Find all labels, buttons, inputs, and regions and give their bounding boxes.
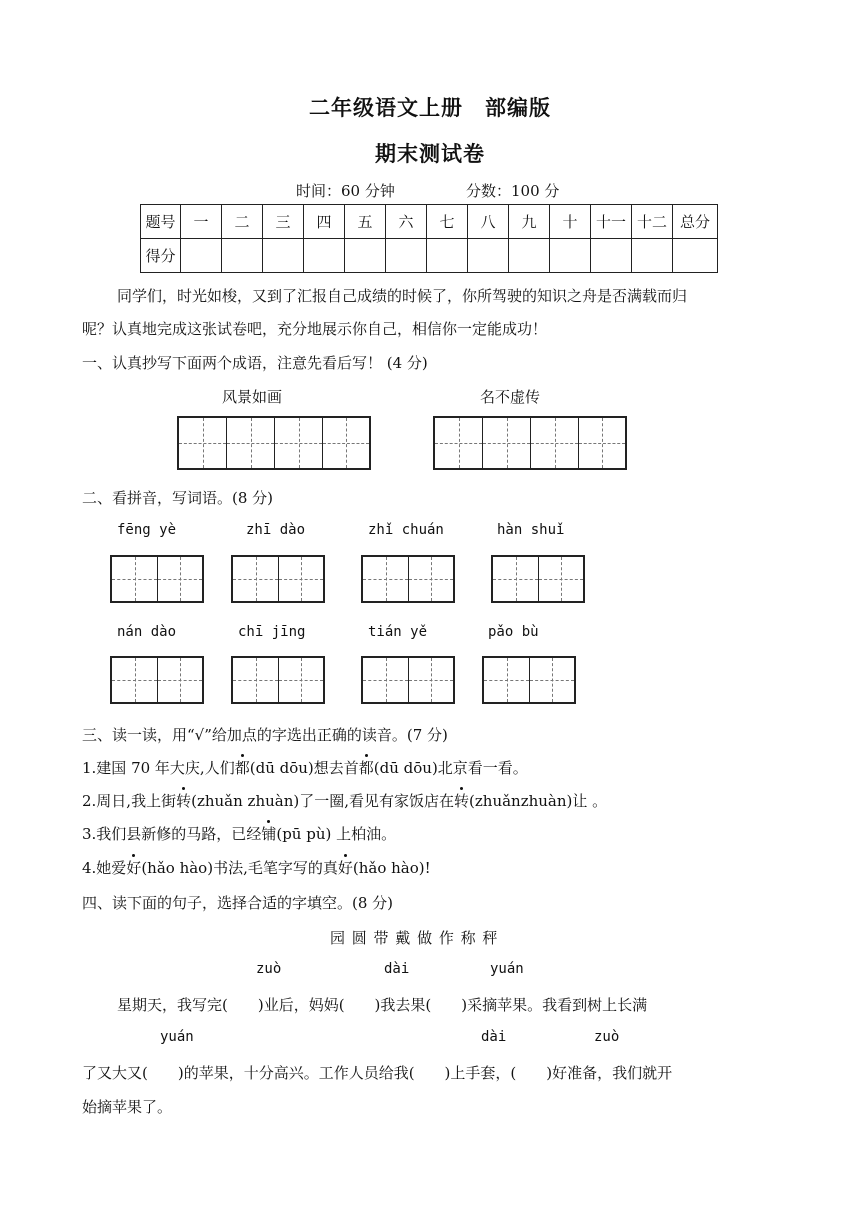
total-score: 分数：100 分 [466, 182, 560, 200]
pinyin-label: tián yě [368, 624, 428, 640]
word-writing-grid[interactable] [231, 555, 325, 603]
dotted-char: 都 [234, 759, 250, 777]
dotted-char: 好 [126, 859, 142, 877]
score-entry-cell[interactable] [222, 239, 263, 273]
word-writing-grid[interactable] [361, 555, 455, 603]
item-text: (zhuǎnzhuàn)让 。 [469, 792, 608, 810]
pinyin-hint: dài [384, 961, 410, 977]
table-cell: 十一 [591, 205, 632, 239]
item-text: (zhuǎn zhuàn)了一圈,看见有家饭店在 [191, 792, 455, 810]
dotted-char: 转 [454, 792, 470, 810]
item-text: (hǎo hào)书法,毛笔字写的真 [141, 859, 338, 877]
score-entry-cell[interactable] [632, 239, 673, 273]
idiom-2-writing-grid[interactable] [433, 416, 627, 470]
pinyin-label: hàn shuǐ [497, 522, 565, 538]
idiom-1: 风景如画 [222, 388, 283, 406]
score-entry-cell[interactable] [181, 239, 222, 273]
item-text: 1.建国 70 年大庆,人们 [82, 759, 235, 777]
table-cell: 三 [263, 205, 304, 239]
table-cell: 题号 [141, 205, 181, 239]
word-writing-grid[interactable] [110, 555, 204, 603]
question-3-item-3 [82, 823, 396, 844]
table-cell: 一 [181, 205, 222, 239]
score-entry-cell[interactable] [591, 239, 632, 273]
pinyin-hint: dài [481, 1029, 507, 1045]
score-entry-cell[interactable] [263, 239, 304, 273]
dotted-char: 都 [358, 759, 374, 777]
pinyin-label: chī jīng [238, 624, 306, 640]
dotted-char: 铺 [261, 825, 277, 843]
question-1-heading: 一、认真抄写下面两个成语，注意先看后写！ (4 分) [82, 354, 428, 372]
pinyin-label: nán dào [117, 624, 177, 640]
item-text: (hǎo hào)! [352, 859, 431, 877]
item-text: (pū pù) 上柏油。 [276, 825, 397, 843]
table-cell: 六 [386, 205, 427, 239]
time-limit: 时间：60 分钟 [296, 182, 395, 200]
table-cell: 总分 [673, 205, 718, 239]
paper-subtitle: 期末测试卷 [375, 142, 485, 166]
dotted-char: 转 [176, 792, 192, 810]
dotted-char: 好 [337, 859, 353, 877]
intro-line-2: 呢？认真地完成这张试卷吧，充分地展示你自己，相信你一定能成功！ [82, 320, 548, 338]
table-cell: 得分 [141, 239, 181, 273]
score-table-header-row [141, 205, 718, 239]
item-text: 2.周日,我上街 [82, 792, 177, 810]
question-2-heading: 二、看拼音，写词语。(8 分) [82, 489, 274, 507]
idiom-2: 名不虚传 [480, 388, 541, 406]
score-entry-cell[interactable] [468, 239, 509, 273]
table-cell: 十 [550, 205, 591, 239]
pinyin-label: fēng yè [117, 522, 177, 538]
score-entry-cell[interactable] [345, 239, 386, 273]
character-choices: 园 圆 带 戴 做 作 称 秤 [330, 929, 499, 947]
pinyin-label: zhī dào [246, 522, 306, 538]
item-text: 4.她爱 [82, 859, 127, 877]
word-writing-grid[interactable] [110, 656, 204, 704]
item-text: (dū dōu)北京看一看。 [373, 759, 528, 777]
question-4-heading: 四、读下面的句子，选择合适的字填空。(8 分) [82, 894, 394, 912]
idiom-1-writing-grid[interactable] [177, 416, 371, 470]
table-cell: 五 [345, 205, 386, 239]
word-writing-grid[interactable] [491, 555, 585, 603]
score-entry-cell[interactable] [673, 239, 718, 273]
score-entry-cell[interactable] [304, 239, 345, 273]
score-table-score-row [141, 239, 718, 273]
pinyin-label: pǎo bù [488, 624, 539, 640]
word-writing-grid[interactable] [482, 656, 576, 704]
intro-line-1: 同学们，时光如梭，又到了汇报自己成绩的时候了，你所驾驶的知识之舟是否满载而归 [117, 287, 688, 305]
fill-in-line-2: 了又大又( )的苹果，十分高兴。工作人员给我( )上手套，( )好准备，我们就开 [82, 1064, 673, 1082]
fill-in-line-1: 星期天，我写完( )业后，妈妈( )我去果( )采摘苹果。我看到树上长满 [117, 996, 648, 1014]
question-3-item-4 [82, 857, 431, 878]
table-cell: 十二 [632, 205, 673, 239]
table-cell: 八 [468, 205, 509, 239]
question-3-heading: 三、读一读，用“√”给加点的字选出正确的读音。(7 分) [82, 726, 448, 744]
paper-title: 二年级语文上册 部编版 [309, 96, 551, 120]
word-writing-grid[interactable] [231, 656, 325, 704]
table-cell: 九 [509, 205, 550, 239]
pinyin-label: zhǐ chuán [368, 522, 444, 538]
score-entry-cell[interactable] [386, 239, 427, 273]
score-entry-cell[interactable] [550, 239, 591, 273]
fill-in-line-3: 始摘苹果了。 [82, 1098, 173, 1116]
pinyin-hint: yuán [490, 961, 524, 977]
score-table [140, 204, 718, 273]
pinyin-hint: zuò [256, 961, 282, 977]
score-entry-cell[interactable] [509, 239, 550, 273]
question-3-item-1 [82, 757, 528, 778]
item-text: (dū dōu)想去首 [249, 759, 359, 777]
item-text: 3.我们县新修的马路，已经 [82, 825, 262, 843]
question-3-item-2 [82, 790, 607, 811]
table-cell: 四 [304, 205, 345, 239]
score-entry-cell[interactable] [427, 239, 468, 273]
pinyin-hint: yuán [160, 1029, 194, 1045]
word-writing-grid[interactable] [361, 656, 455, 704]
pinyin-hint: zuò [594, 1029, 620, 1045]
table-cell: 二 [222, 205, 263, 239]
table-cell: 七 [427, 205, 468, 239]
